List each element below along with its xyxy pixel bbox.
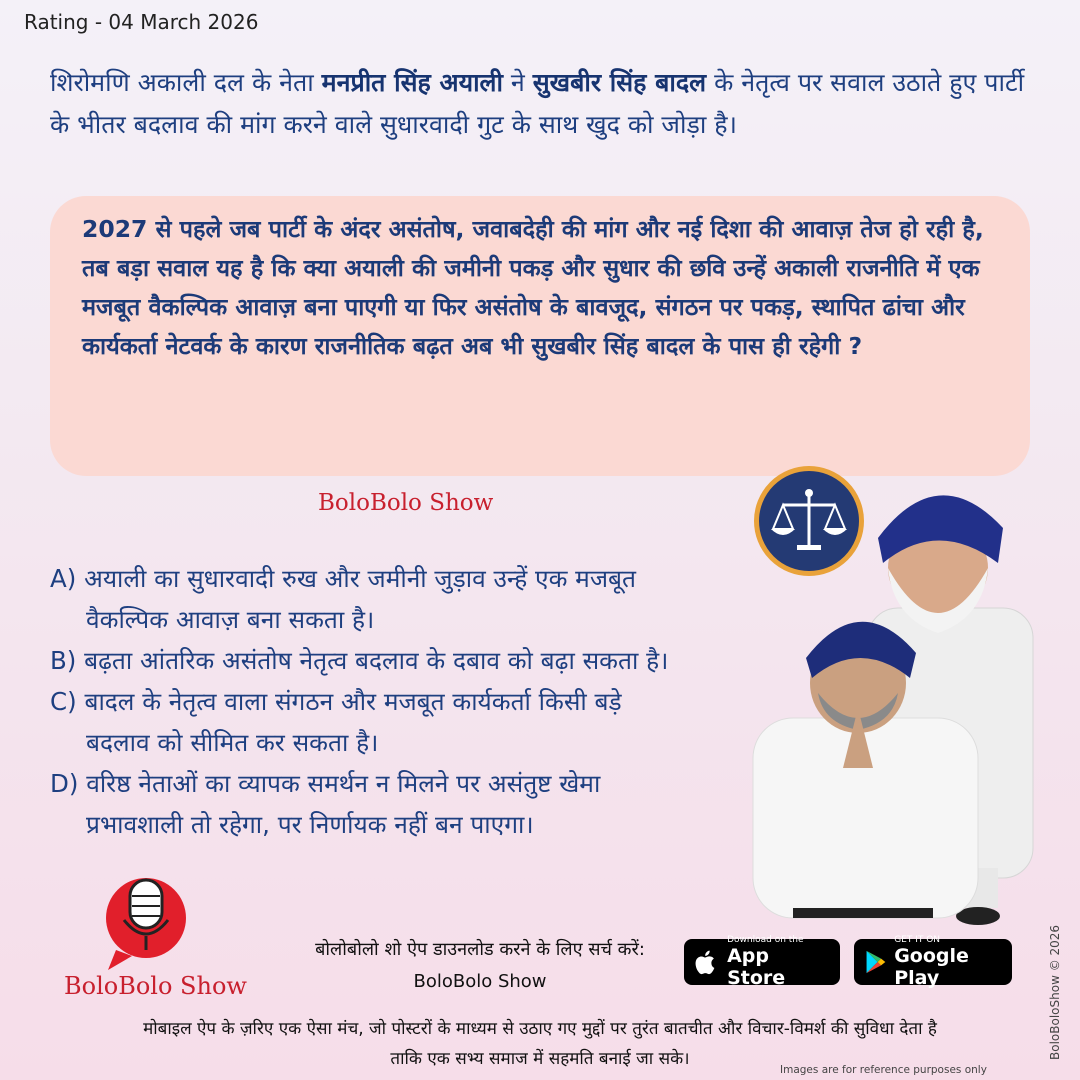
google-play-icon [864,947,886,977]
option-c[interactable] [50,681,810,763]
option-a-line-1: A) अयाली का सुधारवादी रुख और जमीनी जुड़ाव उन्हें एक मजबूत [50,564,636,593]
microphone-logo-icon [96,870,196,975]
intro-text [50,62,1050,146]
option-d-line-1: D) वरिष्ठ नेताओं का व्यापक समर्थन न मिलने पर असंतुष्ट खेमा [50,769,601,798]
app-search-prompt [280,934,680,998]
rating-date-label: Rating - 04 March 2026 [24,10,259,34]
option-b-line-1: B) बढ़ता आंतरिक असंतोष नेतृत्व बदलाव के दबाव को बढ़ा सकता है। [50,646,669,675]
intro-part-1: शिरोमणि अकाली दल के नेता [50,68,322,97]
question-text: 2027 से पहले जब पार्टी के अंदर असंतोष, जवाबदेही की मांग और नई दिशा की आवाज़ तेज हो रही है, तब बड़ा सवाल यह है कि क्या अयाली की जमीनी पकड़ और सुधार की छवि उन्हें अकाली राजनीति में एक मजबूत वैकल्पिक आवाज़ बना पाएगी या फिर असंतोष के बावजूद, संगठन पर पकड़, स्थापित ढांचा और कार्यकर्ता नेटवर्क के कारण राजनीतिक बढ़त अब भी सुखबीर सिंह बादल के पास ही रहेगी ? [82,215,984,360]
intro-name-badal: सुखबीर सिंह बादल [532,68,707,97]
option-d[interactable] [50,763,810,845]
google-play-big-label: Google Play [894,945,969,989]
disclaimer-text: Images are for reference purposes only [780,1064,987,1076]
brand-wordmark-bottom: BoloBolo Show [64,972,247,1000]
options-list [50,558,810,845]
option-c-line-2: बदलाव को सीमित कर सकता है। [86,728,379,757]
footer-line-1: मोबाइल ऐप के ज़रिए एक ऐसा मंच, जो पोस्टरों के माध्यम से उठाए गए मुद्दों पर तुरंत बातचीत और विचार-विमर्श की सुविधा देता है [143,1019,937,1039]
brand-wordmark: BoloBolo Show [318,490,494,516]
app-store-button[interactable] [684,935,840,989]
copyright-text: BoloBoloShow © 2026 [1048,924,1062,1060]
app-search-line-1: बोलोबोलो शो ऐप डाउनलोड करने के लिए सर्च करें: [315,939,645,960]
app-search-line-2: BoloBolo Show [413,971,547,992]
intro-part-2: ने [502,68,533,97]
option-d-line-2: प्रभावशाली तो रहेगा, पर निर्णायक नहीं बन पाएगा। [86,810,534,839]
option-a-line-2: वैकल्पिक आवाज़ बना सकता है। [86,605,375,634]
intro-name-ayali: मनप्रीत सिंह अयाली [321,68,503,97]
app-store-small-label: Download on the [727,935,804,945]
google-play-button[interactable] [854,935,1012,989]
google-play-small-label: GET IT ON [894,935,941,945]
footer-line-2: ताकि एक सभ्य समाज में सहमति बनाई जा सके। [390,1049,690,1069]
leaders-photo [748,468,1048,938]
option-b[interactable] [50,640,810,681]
option-a[interactable] [50,558,810,640]
app-store-big-label: App Store [727,945,786,989]
apple-icon [694,947,719,977]
option-c-line-1: C) बादल के नेतृत्व वाला संगठन और मजबूत कार्यकर्ता किसी बड़े [50,687,622,716]
intro-part-3: के नेतृत्व पर सवाल उठाते हुए पार्टी के भीतर बदलाव की मांग करने वाले सुधारवादी गुट के साथ खुद को जोड़ा है। [50,68,1025,139]
